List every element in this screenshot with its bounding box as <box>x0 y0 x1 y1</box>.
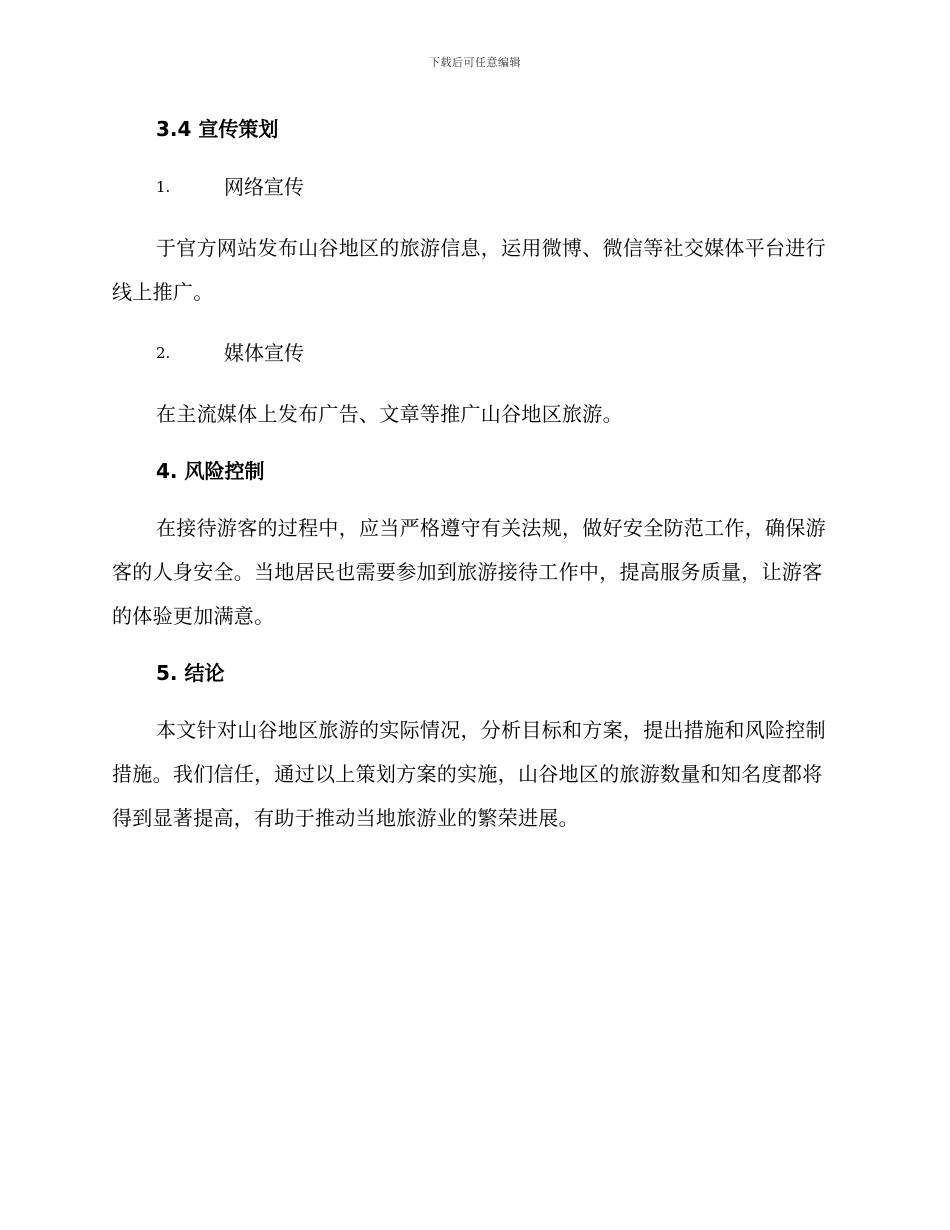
section-heading-risk-control: 4. 风险控制 <box>156 459 265 483</box>
list-number: 2. <box>156 344 171 362</box>
paragraph-media-promotion: 在主流媒体上发布广告、文章等推广山谷地区旅游。 <box>156 402 623 426</box>
list-item-media-promotion <box>112 334 834 372</box>
section-heading-conclusion: 5. 结论 <box>156 661 225 685</box>
list-item-label: 网络宣传 <box>224 175 304 199</box>
section-heading-promotion: 3.4 宣传策划 <box>156 117 279 141</box>
list-number: 1. <box>156 178 171 196</box>
list-item-label: 媒体宣传 <box>224 341 304 365</box>
document-body <box>112 110 834 840</box>
page-header-note: 下载后可任意编辑 <box>429 56 521 69</box>
list-item-online-promotion <box>112 168 834 206</box>
paragraph-online-promotion: 于官方网站发布山谷地区的旅游信息，运用微博、微信等社交媒体平台进行线上推广。 <box>112 236 826 304</box>
paragraph-risk-control: 在接待游客的过程中，应当严格遵守有关法规，做好安全防范工作，确保游客的人身安全。当地居民也需要参加到旅游接待工作中，提高服务质量，让游客的体验更加满意。 <box>112 516 826 628</box>
paragraph-conclusion: 本文针对山谷地区旅游的实际情况，分析目标和方案，提出措施和风险控制措施。我们信任，通过以上策划方案的实施，山谷地区的旅游数量和知名度都将得到显著提高，有助于推动当地旅游业的繁荣进展。 <box>112 718 826 830</box>
